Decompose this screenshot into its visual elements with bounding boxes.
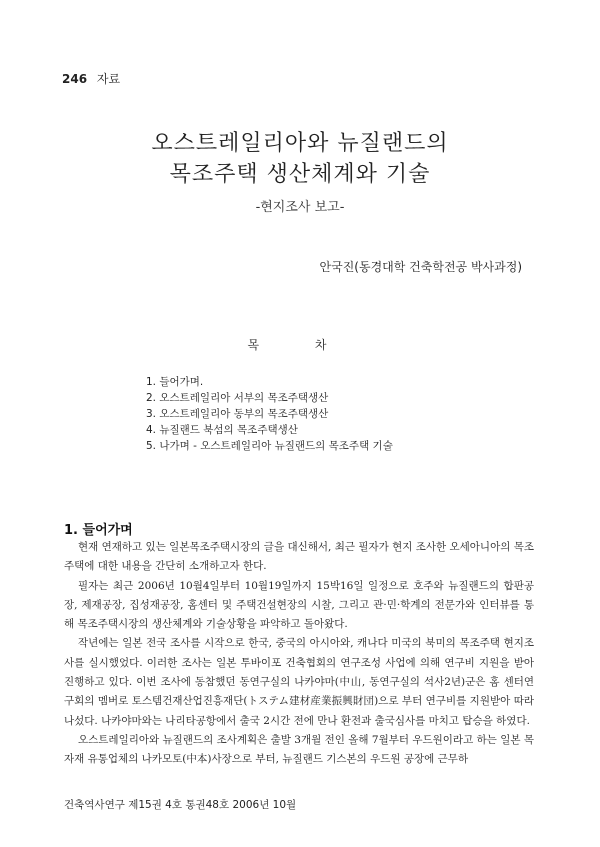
subtitle: -현지조사 보고- <box>255 200 345 215</box>
body-text <box>64 538 534 770</box>
title-line-2: 목조주택 생산체계와 기술 <box>169 162 431 187</box>
paragraph: 오스트레일리아와 뉴질랜드의 조사계획은 출발 3개월 전인 올해 7월부터 우드원이라고 하는 일본 목자재 유통업체의 나카모토(中本)사장으로 부터, 뉴질랜드 기스본의 우드원 공장에 근무하 <box>64 733 534 766</box>
paragraph: 필자는 최근 2006년 10월4일부터 10월19일까지 15박16일 일정으로 호주와 뉴질랜드의 합판공장, 제재공장, 집성재공장, 홈센터 및 주택건설현장의 시찰, 그리고 관·민·학계의 전문가와 인터뷰를 통해 목조주택시장의 생산체계와 기술상황을 파악하고 돌아왔다. <box>64 579 534 631</box>
paragraph: 현재 연재하고 있는 일본목조주택시장의 글을 대신해서, 최근 필자가 현지 조사한 오세아니아의 목조주택에 대한 내용을 간단히 소개하고자 한다. <box>64 541 534 573</box>
toc-item: 4. 뉴질랜드 북섬의 목조주택생산 <box>146 424 298 436</box>
toc-list <box>146 374 393 454</box>
title-block <box>0 128 600 215</box>
title-line-1: 오스트레일리아와 뉴질랜드의 <box>151 131 449 156</box>
paragraph: 작년에는 일본 전국 조사를 시작으로 한국, 중국의 아시아와, 캐나다 미국의 북미의 목조주택 현지조사를 실시했었다. 이러한 조사는 일본 투바이포 건축협회의 연구조성 사업에 의해 연구비 지원을 받아 진행하고 있다. 이번 조사에 동참했던 동연구실의 나카야마(中山, 동연구실의 석사2년)군은 홈 센터연구회의 멤버로 토스템건재산업진흥재단(トステム建材産業振興財団)으로 부터 연구비를 지원받아 따라 나섰다. 나카야마와는 나리타공항에서 출국 2시간 전에 만나 환전과 출국심사를 마치고 탑승을 하였다. <box>64 637 534 727</box>
footer: 건축역사연구 제15권 4호 통권48호 2006년 10월 <box>64 799 297 811</box>
section-heading: 1. 들어가며 <box>64 523 133 538</box>
page-header <box>62 70 120 87</box>
toc-item: 3. 오스트레일리아 동부의 목조주택생산 <box>146 408 329 420</box>
page-number: 246 <box>62 72 88 86</box>
toc-item: 1. 들어가며. <box>146 376 204 388</box>
author: 안국진(동경대학 건축학전공 박사과정) <box>319 260 522 274</box>
toc-item: 2. 오스트레일리아 서부의 목조주택생산 <box>146 392 329 404</box>
section-label: 자료 <box>96 72 121 86</box>
toc-title: 목 차 <box>247 338 353 352</box>
toc-item: 5. 나가며 - 오스트레일리아 뉴질랜드의 목조주택 기술 <box>146 440 393 452</box>
